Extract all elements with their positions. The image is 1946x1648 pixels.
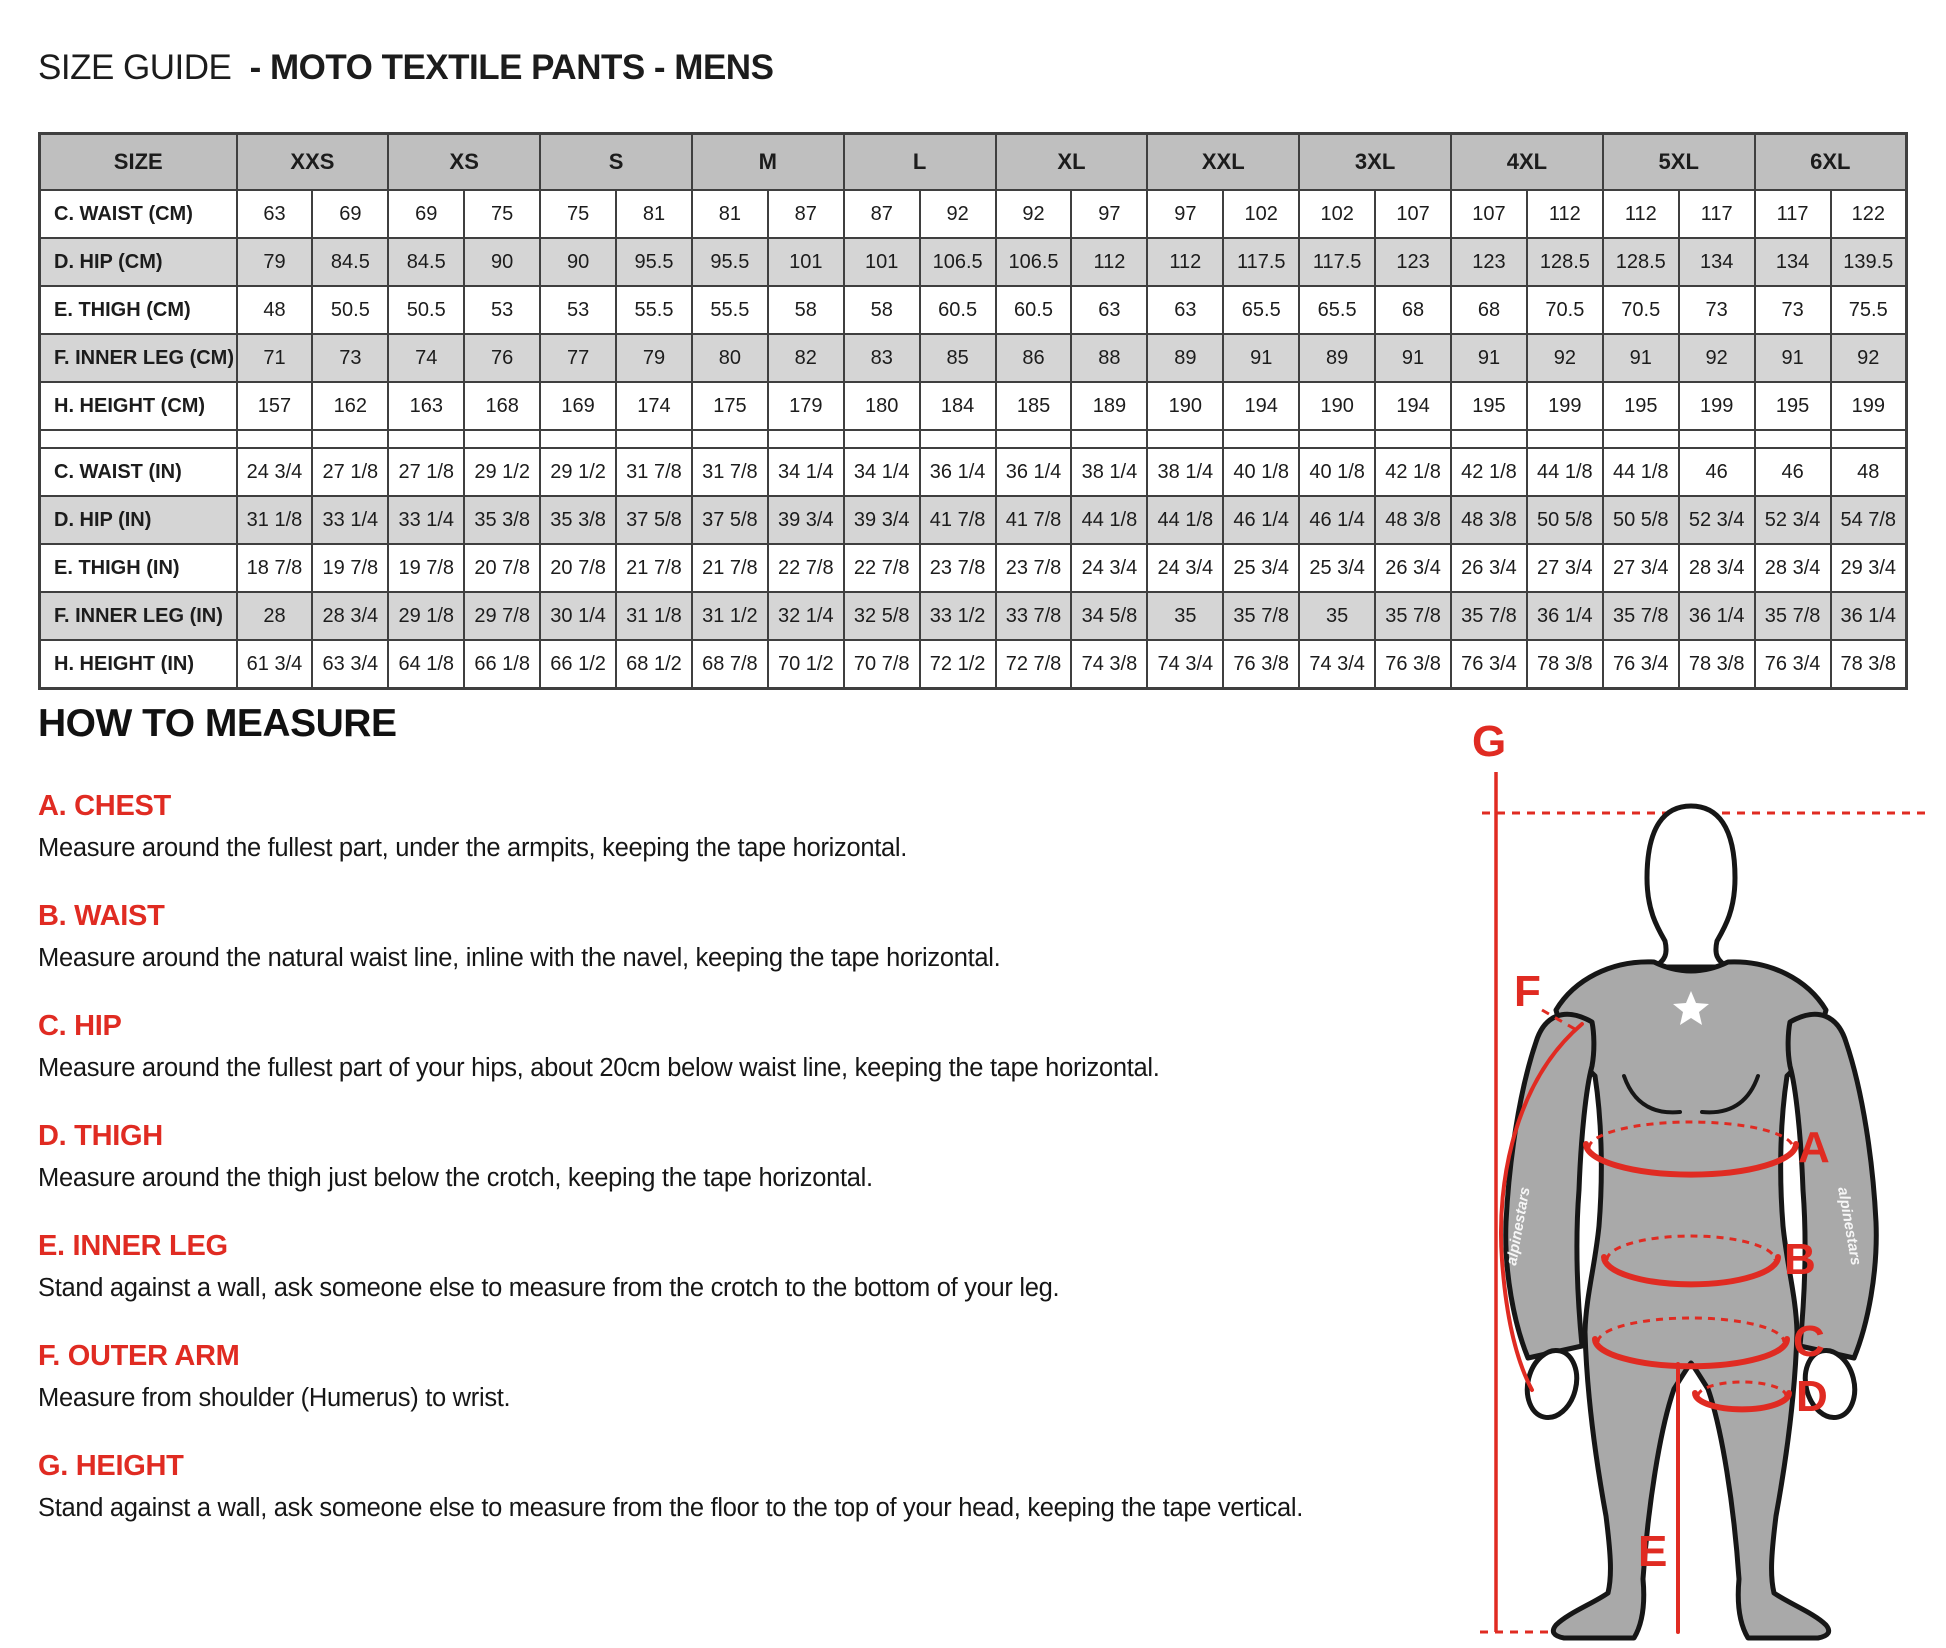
size-value-cell: 101	[844, 238, 920, 286]
diagram-label-thigh: D	[1796, 1372, 1828, 1421]
size-value-cell: 80	[692, 334, 768, 382]
size-value-cell: 95.5	[692, 238, 768, 286]
size-value-cell: 32 1/4	[768, 592, 844, 640]
col-header-s: S	[540, 134, 692, 191]
size-value-cell: 46 1/4	[1223, 496, 1299, 544]
size-value-cell: 174	[616, 382, 692, 430]
table-row	[40, 334, 1907, 382]
size-value-cell: 112	[1071, 238, 1147, 286]
table-header-row	[40, 134, 1907, 191]
size-value-cell: 30 1/4	[540, 592, 616, 640]
size-value-cell: 44 1/8	[1527, 448, 1603, 496]
size-value-cell: 82	[768, 334, 844, 382]
size-value-cell: 74 3/4	[1147, 640, 1223, 689]
size-value-cell: 83	[844, 334, 920, 382]
size-value-cell: 28	[237, 592, 313, 640]
size-value-cell: 162	[312, 382, 388, 430]
size-value-cell: 180	[844, 382, 920, 430]
measure-section-text: Stand against a wall, ask someone else to measure from the floor to the top of your head, keeping the tape vertical.	[38, 1494, 1304, 1522]
measurement-diagram	[1186, 560, 1946, 1648]
size-value-cell: 53	[464, 286, 540, 334]
size-value-cell: 194	[1375, 382, 1451, 430]
size-value-cell: 199	[1527, 382, 1603, 430]
size-value-cell: 195	[1755, 382, 1831, 430]
size-value-cell: 35 7/8	[1755, 592, 1831, 640]
size-value-cell: 76 3/8	[1375, 640, 1451, 689]
size-value-cell: 36 1/4	[996, 448, 1072, 496]
size-value-cell: 60.5	[996, 286, 1072, 334]
size-value-cell: 71	[237, 334, 313, 382]
size-value-cell: 78 3/8	[1527, 640, 1603, 689]
size-value-cell: 64 1/8	[388, 640, 464, 689]
size-value-cell: 106.5	[920, 238, 996, 286]
measure-section	[38, 1450, 1304, 1523]
size-value-cell: 78 3/8	[1831, 640, 1907, 689]
size-value-cell: 76 3/8	[1223, 640, 1299, 689]
size-value-cell: 107	[1375, 190, 1451, 238]
size-value-cell: 128.5	[1527, 238, 1603, 286]
size-value-cell: 189	[1071, 382, 1147, 430]
size-value-cell: 77	[540, 334, 616, 382]
size-value-cell: 50 5/8	[1603, 496, 1679, 544]
size-value-cell: 61 3/4	[237, 640, 313, 689]
size-value-cell: 23 7/8	[920, 544, 996, 592]
size-value-cell: 73	[312, 334, 388, 382]
size-value-cell: 68 7/8	[692, 640, 768, 689]
col-header-xs: XS	[388, 134, 540, 191]
diagram-label-waist: B	[1784, 1235, 1816, 1284]
size-value-cell: 107	[1451, 190, 1527, 238]
measure-section-text: Measure around the fullest part, under the armpits, keeping the tape horizontal.	[38, 834, 908, 862]
size-value-cell: 29 1/2	[540, 448, 616, 496]
size-value-cell: 60.5	[920, 286, 996, 334]
size-value-cell: 34 1/4	[768, 448, 844, 496]
table-row	[40, 238, 1907, 286]
size-value-cell: 28 3/4	[1755, 544, 1831, 592]
size-value-cell: 139.5	[1831, 238, 1907, 286]
row-label: E. THIGH (IN)	[40, 544, 237, 592]
size-value-cell: 169	[540, 382, 616, 430]
size-value-cell: 24 3/4	[1071, 544, 1147, 592]
page-title	[38, 48, 773, 88]
size-value-cell: 199	[1679, 382, 1755, 430]
measure-section-heading: E. INNER LEG	[38, 1230, 228, 1262]
size-value-cell: 69	[388, 190, 464, 238]
size-value-cell: 123	[1375, 238, 1451, 286]
size-value-cell: 24 3/4	[237, 448, 313, 496]
size-value-cell: 76	[464, 334, 540, 382]
size-value-cell: 41 7/8	[920, 496, 996, 544]
size-value-cell: 92	[1679, 334, 1755, 382]
table-row	[40, 286, 1907, 334]
size-value-cell: 68	[1451, 286, 1527, 334]
size-value-cell: 48 3/8	[1451, 496, 1527, 544]
size-value-cell: 33 1/2	[920, 592, 996, 640]
size-value-cell: 31 1/8	[237, 496, 313, 544]
col-header-size: SIZE	[40, 134, 237, 191]
size-value-cell: 28 3/4	[1679, 544, 1755, 592]
size-value-cell: 38 1/4	[1147, 448, 1223, 496]
size-value-cell: 40 1/8	[1223, 448, 1299, 496]
size-value-cell: 195	[1603, 382, 1679, 430]
size-value-cell: 35 7/8	[1603, 592, 1679, 640]
size-value-cell: 44 1/8	[1147, 496, 1223, 544]
measure-section-heading: B. WAIST	[38, 900, 165, 932]
size-value-cell: 29 3/4	[1831, 544, 1907, 592]
size-value-cell: 92	[996, 190, 1072, 238]
size-value-cell: 190	[1299, 382, 1375, 430]
measure-section	[38, 900, 1218, 973]
size-value-cell: 199	[1831, 382, 1907, 430]
head	[1647, 806, 1735, 967]
size-value-cell: 63	[1071, 286, 1147, 334]
measure-section-heading: A. CHEST	[38, 790, 171, 822]
col-header-5xl: 5XL	[1603, 134, 1755, 191]
size-value-cell: 34 1/4	[844, 448, 920, 496]
table-row	[40, 190, 1907, 238]
size-value-cell: 55.5	[692, 286, 768, 334]
size-value-cell: 70.5	[1603, 286, 1679, 334]
size-value-cell: 78 3/8	[1679, 640, 1755, 689]
diagram-label-hip: C	[1793, 1317, 1825, 1366]
size-value-cell: 106.5	[996, 238, 1072, 286]
size-value-cell: 52 3/4	[1679, 496, 1755, 544]
col-header-l: L	[844, 134, 996, 191]
size-value-cell: 21 7/8	[616, 544, 692, 592]
size-value-cell: 20 7/8	[464, 544, 540, 592]
size-value-cell: 88	[1071, 334, 1147, 382]
size-value-cell: 27 3/4	[1527, 544, 1603, 592]
size-value-cell: 53	[540, 286, 616, 334]
size-value-cell: 163	[388, 382, 464, 430]
size-value-cell: 27 1/8	[312, 448, 388, 496]
size-value-cell: 112	[1527, 190, 1603, 238]
size-value-cell: 36 1/4	[920, 448, 996, 496]
col-header-3xl: 3XL	[1299, 134, 1451, 191]
size-value-cell: 101	[768, 238, 844, 286]
size-value-cell: 92	[920, 190, 996, 238]
size-value-cell: 35 7/8	[1223, 592, 1299, 640]
size-value-cell: 81	[616, 190, 692, 238]
size-value-cell: 41 7/8	[996, 496, 1072, 544]
size-value-cell: 48	[1831, 448, 1907, 496]
col-header-m: M	[692, 134, 844, 191]
right-sleeve-text: alpinestars	[1834, 1185, 1865, 1267]
row-label: C. WAIST (CM)	[40, 190, 237, 238]
size-value-cell: 72 7/8	[996, 640, 1072, 689]
col-header-4xl: 4XL	[1451, 134, 1603, 191]
size-value-cell: 128.5	[1603, 238, 1679, 286]
row-label: D. HIP (IN)	[40, 496, 237, 544]
right-arm	[1788, 1014, 1876, 1358]
size-value-cell: 68	[1375, 286, 1451, 334]
size-value-cell: 185	[996, 382, 1072, 430]
measure-section	[38, 1010, 1218, 1083]
size-value-cell: 20 7/8	[540, 544, 616, 592]
size-value-cell: 27 3/4	[1603, 544, 1679, 592]
measure-section-text: Measure from shoulder (Humerus) to wrist.	[38, 1384, 511, 1412]
size-value-cell: 85	[920, 334, 996, 382]
size-value-cell: 22 7/8	[844, 544, 920, 592]
size-value-cell: 27 1/8	[388, 448, 464, 496]
size-value-cell: 92	[1527, 334, 1603, 382]
size-value-cell: 79	[237, 238, 313, 286]
measure-sections	[38, 790, 1304, 1523]
size-value-cell: 73	[1679, 286, 1755, 334]
size-value-cell: 58	[768, 286, 844, 334]
col-header-xxl: XXL	[1147, 134, 1299, 191]
size-value-cell: 48 3/8	[1375, 496, 1451, 544]
col-header-6xl: 6XL	[1755, 134, 1907, 191]
size-value-cell: 35 7/8	[1375, 592, 1451, 640]
table-row	[40, 382, 1907, 430]
size-value-cell: 195	[1451, 382, 1527, 430]
size-value-cell: 74 3/8	[1071, 640, 1147, 689]
size-value-cell: 84.5	[312, 238, 388, 286]
size-value-cell: 92	[1831, 334, 1907, 382]
size-value-cell: 74	[388, 334, 464, 382]
size-value-cell: 89	[1299, 334, 1375, 382]
size-value-cell: 37 5/8	[616, 496, 692, 544]
size-value-cell: 18 7/8	[237, 544, 313, 592]
size-value-cell: 117	[1755, 190, 1831, 238]
size-value-cell: 36 1/4	[1679, 592, 1755, 640]
size-value-cell: 50.5	[312, 286, 388, 334]
size-value-cell: 34 5/8	[1071, 592, 1147, 640]
table-row	[40, 496, 1907, 544]
size-value-cell: 65.5	[1223, 286, 1299, 334]
size-value-cell: 76 3/4	[1603, 640, 1679, 689]
size-value-cell: 39 3/4	[768, 496, 844, 544]
size-value-cell: 29 1/2	[464, 448, 540, 496]
size-value-cell: 38 1/4	[1071, 448, 1147, 496]
left-sleeve-text: alpinestars	[1503, 1185, 1534, 1267]
size-value-cell: 37 5/8	[692, 496, 768, 544]
size-value-cell: 122	[1831, 190, 1907, 238]
size-value-cell: 31 7/8	[692, 448, 768, 496]
size-value-cell: 66 1/2	[540, 640, 616, 689]
col-header-xxs: XXS	[237, 134, 389, 191]
size-value-cell: 22 7/8	[768, 544, 844, 592]
size-value-cell: 25 3/4	[1223, 544, 1299, 592]
size-value-cell: 26 3/4	[1451, 544, 1527, 592]
measure-section	[38, 1230, 1218, 1303]
size-value-cell: 90	[464, 238, 540, 286]
size-value-cell: 46	[1755, 448, 1831, 496]
size-value-cell: 44 1/8	[1071, 496, 1147, 544]
row-label: C. WAIST (IN)	[40, 448, 237, 496]
title-main: - MOTO TEXTILE PANTS - MENS	[249, 48, 774, 87]
size-value-cell: 46	[1679, 448, 1755, 496]
title-prefix: SIZE GUIDE	[38, 48, 232, 87]
size-value-cell: 73	[1755, 286, 1831, 334]
size-value-cell: 31 1/8	[616, 592, 692, 640]
size-value-cell: 19 7/8	[312, 544, 388, 592]
size-value-cell: 74 3/4	[1299, 640, 1375, 689]
size-value-cell: 50.5	[388, 286, 464, 334]
size-value-cell: 24 3/4	[1147, 544, 1223, 592]
size-value-cell: 31 1/2	[692, 592, 768, 640]
size-value-cell: 81	[692, 190, 768, 238]
size-value-cell: 179	[768, 382, 844, 430]
size-value-cell: 134	[1755, 238, 1831, 286]
measure-section-text: Measure around the natural waist line, inline with the navel, keeping the tape horizontal.	[38, 944, 1001, 972]
size-value-cell: 190	[1147, 382, 1223, 430]
diagram-label-inner-leg: E	[1638, 1527, 1668, 1576]
size-value-cell: 63 3/4	[312, 640, 388, 689]
diagram-label-chest: A	[1798, 1123, 1830, 1172]
col-header-xl: XL	[996, 134, 1148, 191]
size-value-cell: 76 3/4	[1451, 640, 1527, 689]
measure-section	[38, 790, 1218, 863]
size-value-cell: 87	[844, 190, 920, 238]
separator-row	[40, 430, 1907, 448]
size-value-cell: 31 7/8	[616, 448, 692, 496]
diagram-label-height: G	[1472, 717, 1507, 766]
row-label: F. INNER LEG (CM)	[40, 334, 237, 382]
size-value-cell: 69	[312, 190, 388, 238]
how-to-measure	[38, 702, 1304, 1560]
size-value-cell: 70 1/2	[768, 640, 844, 689]
size-value-cell: 26 3/4	[1375, 544, 1451, 592]
size-value-cell: 123	[1451, 238, 1527, 286]
size-value-cell: 70.5	[1527, 286, 1603, 334]
measure-section	[38, 1120, 1218, 1193]
size-value-cell: 70 7/8	[844, 640, 920, 689]
size-value-cell: 36 1/4	[1831, 592, 1907, 640]
size-value-cell: 75.5	[1831, 286, 1907, 334]
measure-section-text: Measure around the fullest part of your hips, about 20cm below waist line, keeping the tape horizontal.	[38, 1054, 1160, 1082]
size-value-cell: 66 1/8	[464, 640, 540, 689]
body-silhouette	[1503, 806, 1876, 1638]
size-value-cell: 97	[1147, 190, 1223, 238]
size-value-cell: 134	[1679, 238, 1755, 286]
size-value-cell: 58	[844, 286, 920, 334]
size-value-cell: 72 1/2	[920, 640, 996, 689]
size-value-cell: 48	[237, 286, 313, 334]
row-label: F. INNER LEG (IN)	[40, 592, 237, 640]
size-value-cell: 76 3/4	[1755, 640, 1831, 689]
size-value-cell: 102	[1223, 190, 1299, 238]
size-value-cell: 157	[237, 382, 313, 430]
size-value-cell: 21 7/8	[692, 544, 768, 592]
size-value-cell: 55.5	[616, 286, 692, 334]
size-value-cell: 84.5	[388, 238, 464, 286]
measure-section-text: Measure around the thigh just below the crotch, keeping the tape horizontal.	[38, 1164, 873, 1192]
measure-section	[38, 1340, 1218, 1413]
size-value-cell: 112	[1147, 238, 1223, 286]
size-value-cell: 63	[237, 190, 313, 238]
size-value-cell: 36 1/4	[1527, 592, 1603, 640]
measure-section-text: Stand against a wall, ask someone else to measure from the crotch to the bottom of your leg.	[38, 1274, 1060, 1302]
size-value-cell: 28 3/4	[312, 592, 388, 640]
size-value-cell: 35 3/8	[464, 496, 540, 544]
size-value-cell: 50 5/8	[1527, 496, 1603, 544]
size-value-cell: 23 7/8	[996, 544, 1072, 592]
size-value-cell: 29 7/8	[464, 592, 540, 640]
size-value-cell: 25 3/4	[1299, 544, 1375, 592]
size-value-cell: 79	[616, 334, 692, 382]
size-value-cell: 91	[1375, 334, 1451, 382]
size-value-cell: 44 1/8	[1603, 448, 1679, 496]
size-value-cell: 117.5	[1299, 238, 1375, 286]
size-value-cell: 75	[464, 190, 540, 238]
measure-section-heading: C. HIP	[38, 1010, 122, 1042]
size-value-cell: 86	[996, 334, 1072, 382]
table-row	[40, 448, 1907, 496]
size-value-cell: 184	[920, 382, 996, 430]
size-value-cell: 42 1/8	[1451, 448, 1527, 496]
row-label: E. THIGH (CM)	[40, 286, 237, 334]
size-value-cell: 33 7/8	[996, 592, 1072, 640]
size-value-cell: 91	[1223, 334, 1299, 382]
size-value-cell: 35 7/8	[1451, 592, 1527, 640]
size-value-cell: 52 3/4	[1755, 496, 1831, 544]
size-value-cell: 35	[1147, 592, 1223, 640]
size-value-cell: 19 7/8	[388, 544, 464, 592]
size-value-cell: 35	[1299, 592, 1375, 640]
size-value-cell: 46 1/4	[1299, 496, 1375, 544]
size-value-cell: 112	[1603, 190, 1679, 238]
size-value-cell: 29 1/8	[388, 592, 464, 640]
size-value-cell: 194	[1223, 382, 1299, 430]
size-value-cell: 91	[1755, 334, 1831, 382]
size-value-cell: 54 7/8	[1831, 496, 1907, 544]
size-value-cell: 33 1/4	[388, 496, 464, 544]
size-value-cell: 97	[1071, 190, 1147, 238]
row-label: H. HEIGHT (CM)	[40, 382, 237, 430]
size-value-cell: 33 1/4	[312, 496, 388, 544]
diagram-label-outer-arm: F	[1514, 967, 1541, 1016]
size-value-cell: 90	[540, 238, 616, 286]
size-value-cell: 32 5/8	[844, 592, 920, 640]
measure-section-heading: D. THIGH	[38, 1120, 163, 1152]
how-to-measure-heading: HOW TO MEASURE	[38, 702, 397, 745]
size-value-cell: 168	[464, 382, 540, 430]
size-value-cell: 68 1/2	[616, 640, 692, 689]
size-value-cell: 65.5	[1299, 286, 1375, 334]
size-value-cell: 40 1/8	[1299, 448, 1375, 496]
size-value-cell: 87	[768, 190, 844, 238]
row-label: H. HEIGHT (IN)	[40, 640, 237, 689]
size-value-cell: 91	[1451, 334, 1527, 382]
row-label: D. HIP (CM)	[40, 238, 237, 286]
size-value-cell: 89	[1147, 334, 1223, 382]
size-value-cell: 39 3/4	[844, 496, 920, 544]
size-value-cell: 42 1/8	[1375, 448, 1451, 496]
size-value-cell: 117	[1679, 190, 1755, 238]
size-value-cell: 175	[692, 382, 768, 430]
size-value-cell: 95.5	[616, 238, 692, 286]
size-value-cell: 91	[1603, 334, 1679, 382]
measure-section-heading: G. HEIGHT	[38, 1450, 184, 1482]
measure-section-heading: F. OUTER ARM	[38, 1340, 240, 1372]
size-value-cell: 117.5	[1223, 238, 1299, 286]
size-value-cell: 75	[540, 190, 616, 238]
size-value-cell: 63	[1147, 286, 1223, 334]
size-value-cell: 102	[1299, 190, 1375, 238]
size-value-cell: 35 3/8	[540, 496, 616, 544]
